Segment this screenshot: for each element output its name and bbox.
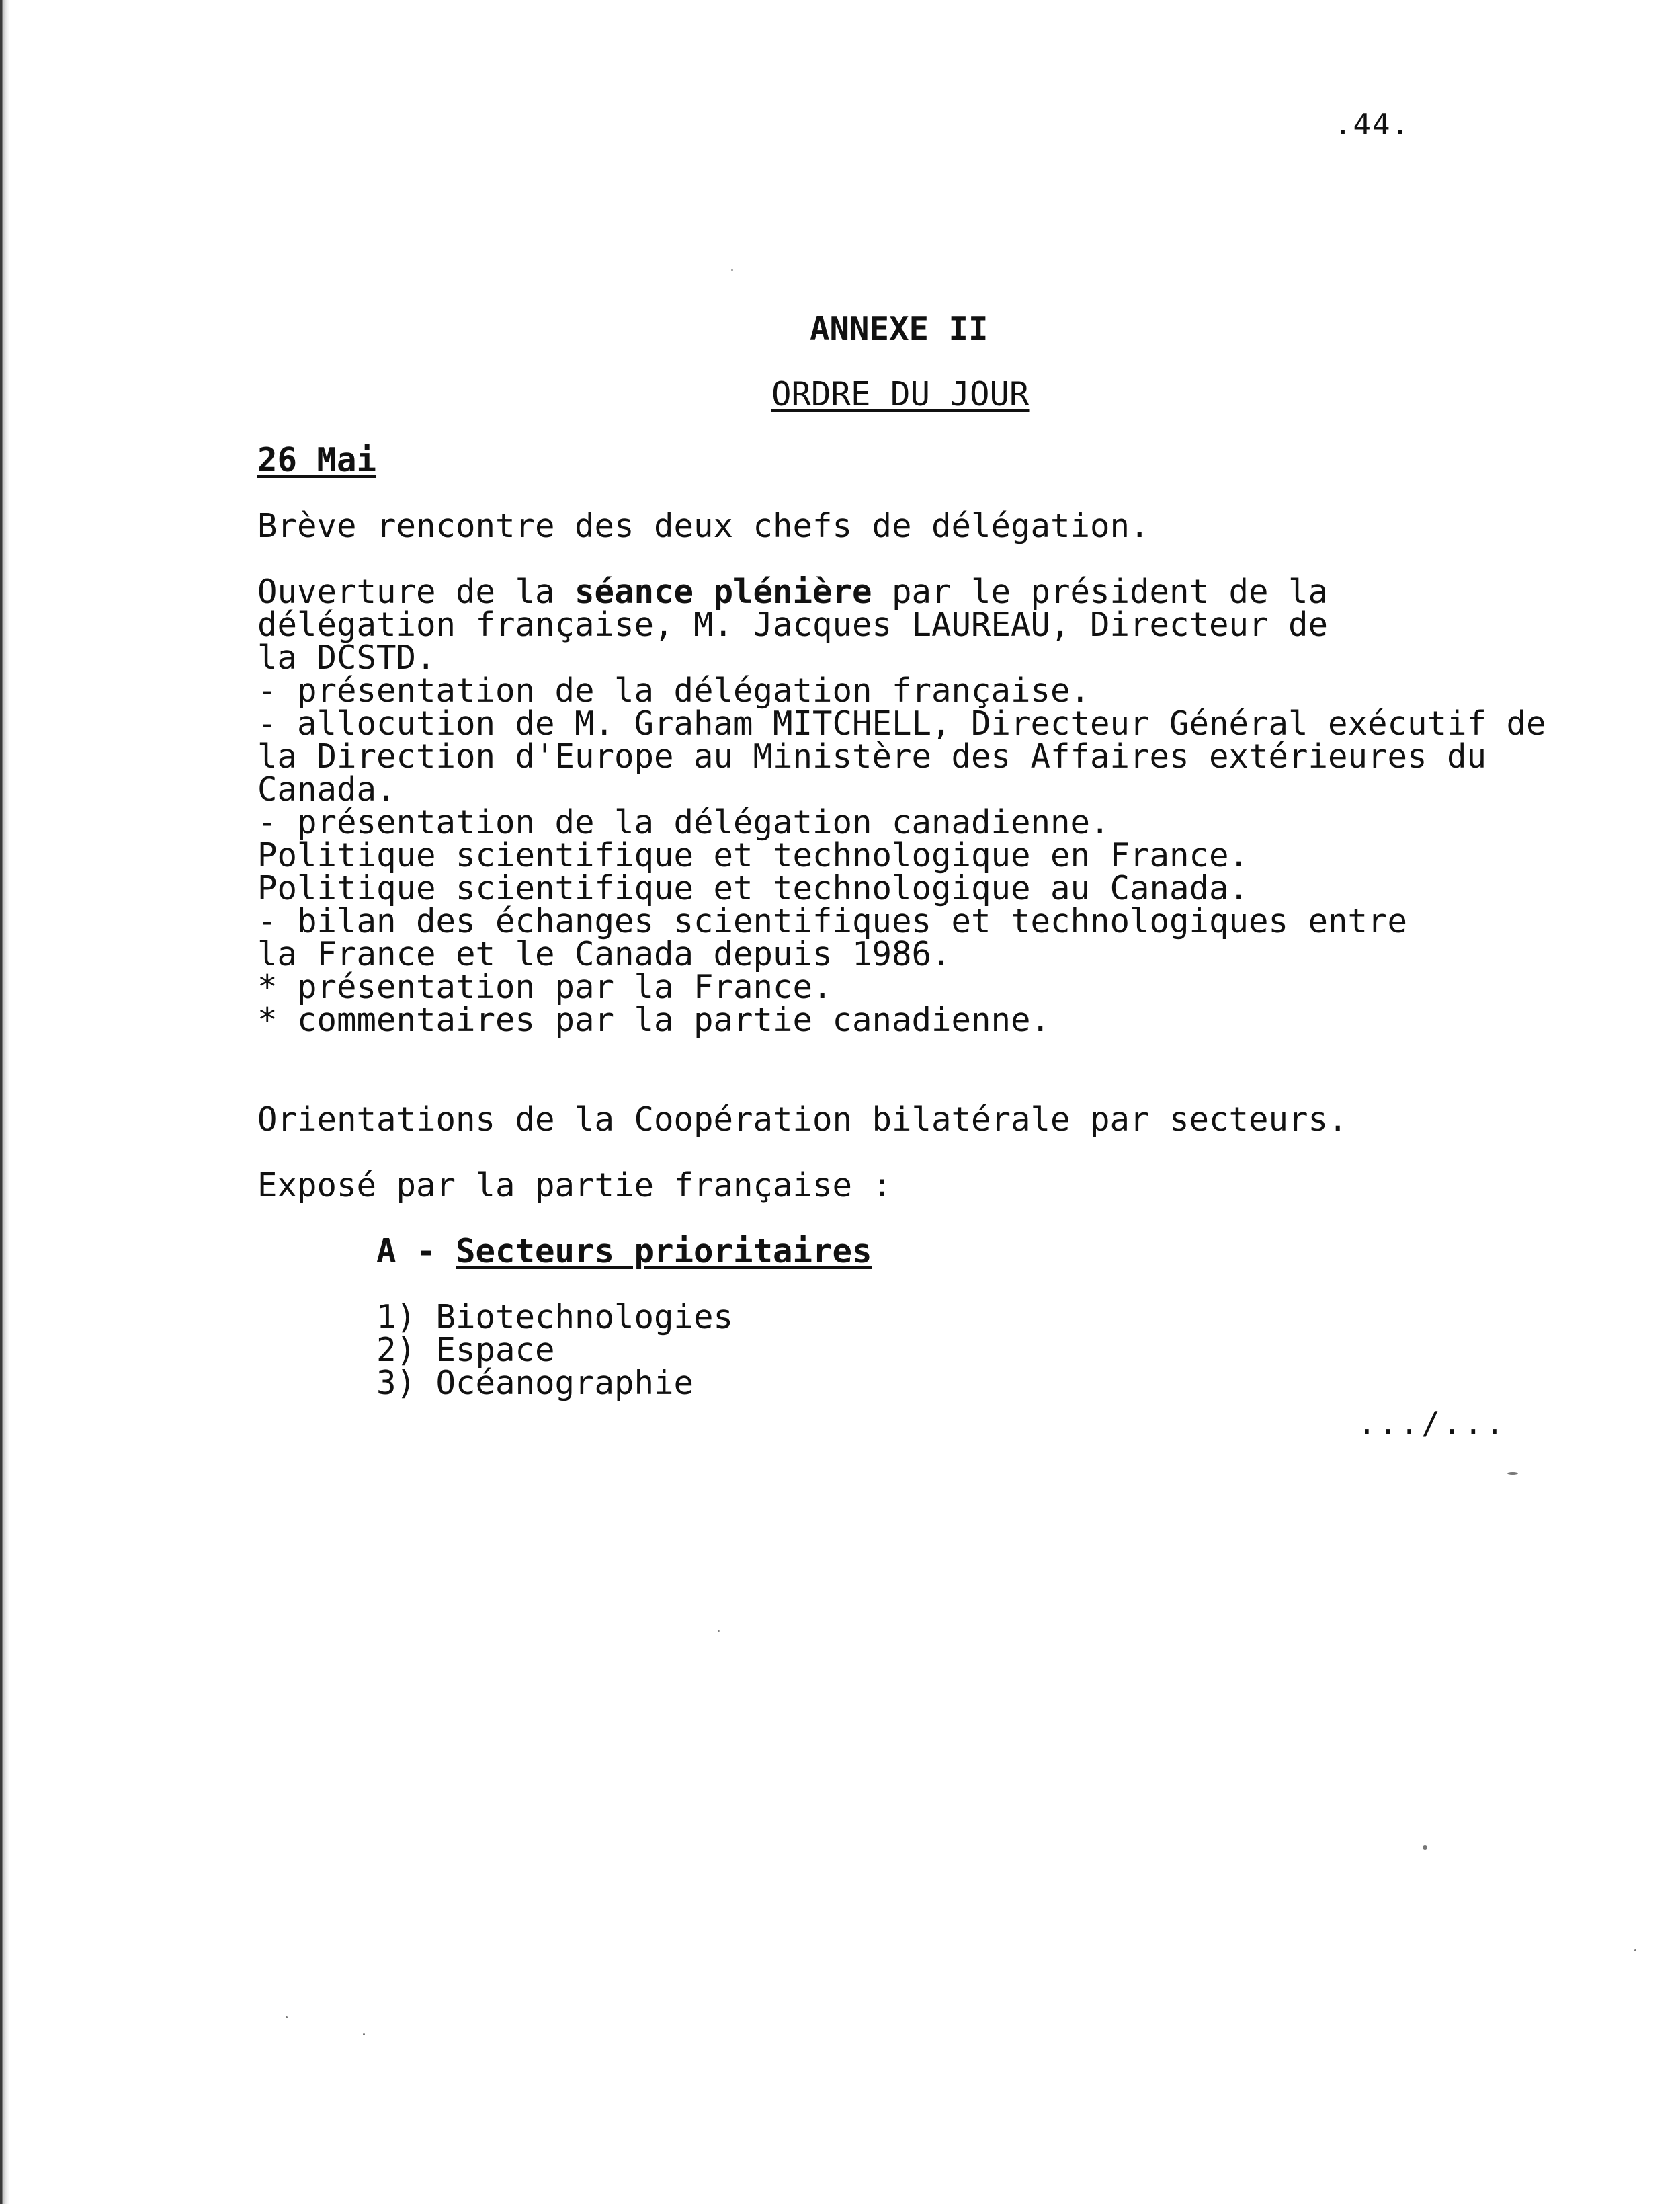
section-a-label: Secteurs prioritaires: [456, 1232, 872, 1270]
opening-line-2: délégation française, M. Jacques LAUREAU, Directeur de: [257, 606, 1329, 644]
scan-speck: [286, 2016, 288, 2018]
scan-speck: [1634, 1949, 1636, 1951]
agenda-item: - bilan des échanges scientifiques et technologiques entre: [257, 902, 1408, 940]
scan-speck: [1507, 1472, 1518, 1475]
scan-speck: [731, 269, 733, 271]
opening-suffix: par le président de la: [872, 573, 1329, 611]
agenda-item: * commentaires par la partie canadienne.: [257, 1001, 1051, 1039]
scan-speck: [1423, 1845, 1427, 1850]
agenda-item: - présentation de la délégation française.: [257, 671, 1091, 710]
continuation-mark: .../...: [1357, 1405, 1507, 1441]
agenda-item: * présentation par la France.: [257, 968, 833, 1006]
meeting-paragraph: Brève rencontre des deux chefs de délégation.: [257, 507, 1150, 545]
agenda-item: Politique scientifique et technologique au Canada.: [257, 869, 1249, 907]
annex-title: ANNEXE II: [810, 310, 989, 348]
opening-line-1: [257, 573, 1329, 611]
agenda-item: la France et le Canada depuis 1986.: [257, 935, 952, 973]
agenda-item: la Direction d'Europe au Ministère des Affaires extérieures du: [257, 737, 1487, 776]
agenda-item: - allocution de M. Graham MITCHELL, Directeur Général exécutif de: [257, 704, 1546, 743]
sector-item: 1) Biotechnologies: [376, 1298, 734, 1336]
page-number: .44.: [1334, 108, 1411, 142]
agenda-item: Politique scientifique et technologique en France.: [257, 836, 1249, 874]
opening-bold-term: séance plénière: [575, 573, 872, 611]
agenda-title: ORDRE DU JOUR: [771, 375, 1030, 413]
opening-prefix: Ouverture de la: [257, 573, 575, 611]
sector-item: 2) Espace: [376, 1331, 555, 1369]
sector-item: 3) Océanographie: [376, 1364, 694, 1402]
scan-speck: [363, 2033, 365, 2035]
section-a-prefix: A -: [376, 1232, 456, 1270]
expose-paragraph: Exposé par la partie française :: [257, 1166, 892, 1205]
agenda-item: Canada.: [257, 770, 396, 809]
page-edge-shadow: [0, 0, 9, 2204]
opening-line-3: la DCSTD.: [257, 639, 436, 677]
orientations-paragraph: Orientations de la Coopération bilatérale par secteurs.: [257, 1100, 1348, 1139]
date-heading: 26 Mai: [257, 441, 377, 479]
agenda-item: - présentation de la délégation canadienne.: [257, 803, 1110, 842]
scan-speck: [718, 1630, 720, 1632]
section-a-heading: [376, 1232, 872, 1270]
